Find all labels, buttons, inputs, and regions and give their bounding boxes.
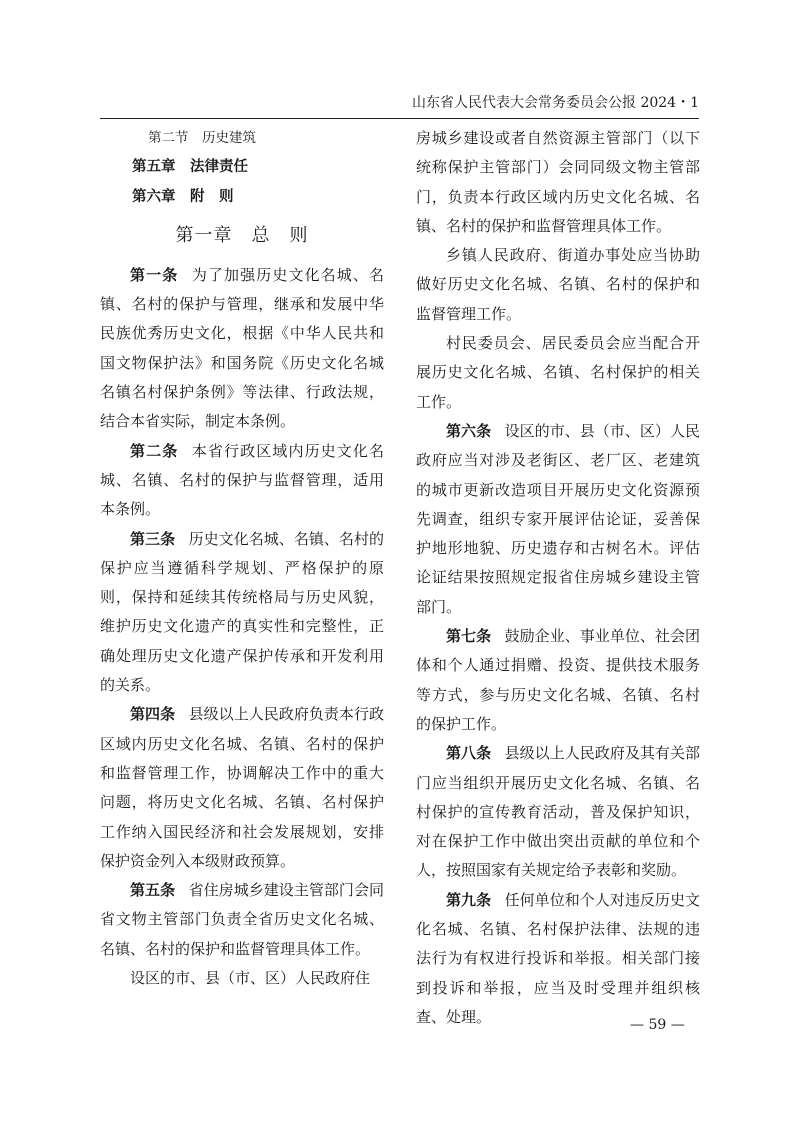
- article-paragraph: [416, 622, 700, 739]
- article-number: 第三条: [130, 529, 176, 548]
- article-text: 设区的市、县（市、区）人民政府应当对涉及老街区、老厂区、老建筑的城市更新改造项目开展历史文化资源预先调查，组织专家开展评估论证，妥善保护地形地貌、历史遗存和古树名木。评估论证结果按照规定报省住房城乡建设主管部门。: [416, 421, 700, 616]
- article-text: 村民委员会、居民委员会应当配合开展历史文化名城、名镇、名村保护的相关工作。: [416, 334, 700, 411]
- article-paragraph: [416, 886, 700, 1032]
- article-number: 第一条: [130, 265, 179, 284]
- article-number: 第六条: [446, 421, 492, 440]
- article-paragraph: [100, 700, 384, 876]
- toc-section-2: 第二节 历史建筑: [148, 130, 256, 146]
- right-column: [416, 124, 700, 1032]
- article-number: 第七条: [446, 627, 492, 646]
- publication-title: 山东省人民代表大会常务委员会公报 2024・1: [412, 95, 699, 111]
- article-text: 设区的市、县（市、区）人民政府住: [130, 969, 371, 988]
- article-number: 第九条: [446, 890, 492, 909]
- page-header: [100, 92, 699, 119]
- article-paragraph-continued: [416, 124, 700, 241]
- toc-chapter-6: 第六章 附 则: [132, 188, 234, 205]
- article-text: 县级以上人民政府负责本行政区域内历史文化名城、名镇、名村的保护和监督管理工作，协调解决工作中的重大问题，将历史文化名城、名镇、名村保护工作纳入国民经济和社会发展规划，安排保护资金列入本级财政预算。: [100, 705, 384, 870]
- article-text: 历史文化名城、名镇、名村的保护应当遵循科学规划、严格保护的原则，保持和延续其传统格局与历史风貌，维护历史文化遗产的真实性和完整性，正确处理历史文化遗产保护传承和开发利用的关系。: [100, 529, 384, 695]
- article-text: 乡镇人民政府、街道办事处应当协助做好历史文化名城、名镇、名村的保护和监督管理工作。: [416, 246, 700, 323]
- article-paragraph: [100, 876, 384, 964]
- article-paragraph: [416, 417, 700, 622]
- toc-chapter-5: 第五章 法律责任: [132, 159, 248, 176]
- article-text: 任何单位和个人对违反历史文化名城、名镇、名村保护法律、法规的违法行为有权进行投诉和举报。相关部门接到投诉和举报，应当及时受理并组织核查、处理。: [416, 890, 700, 1026]
- article-number: 第二条: [130, 441, 179, 460]
- article-text: 房城乡建设或者自然资源主管部门（以下统称保护主管部门）会同同级文物主管部门，负责本行政区域内历史文化名城、名镇、名村的保护和监督管理具体工作。: [416, 129, 700, 235]
- article-paragraph: [100, 525, 384, 701]
- article-text: 鼓励企业、事业单位、社会团体和个人通过捐赠、投资、提供技术服务等方式，参与历史文化名城、名镇、名村的保护工作。: [416, 627, 700, 733]
- article-paragraph: [416, 329, 700, 417]
- left-column: [100, 124, 384, 993]
- article-number: 第八条: [446, 744, 492, 763]
- article-paragraph: [416, 241, 700, 329]
- article-paragraph: [100, 964, 384, 993]
- page-number: — 59 —: [630, 1017, 685, 1033]
- article-text: 本省行政区域内历史文化名城、名镇、名村的保护与监督管理，适用本条例。: [100, 441, 384, 519]
- left-articles: [100, 261, 384, 993]
- chapter-title: 第一章 总 则: [175, 224, 309, 246]
- article-paragraph: [100, 261, 384, 437]
- article-paragraph: [416, 739, 700, 885]
- article-paragraph: [100, 437, 384, 525]
- article-number: 第四条: [130, 705, 176, 724]
- article-text: 为了加强历史文化名城、名镇、名村的保护与管理，继承和发展中华民族优秀历史文化，根据《中华人民共和国文物保护法》和国务院《历史文化名城名镇名村保护条例》等法律、行政法规，结合本省实际，制定本条例。: [100, 265, 384, 431]
- article-number: 第五条: [130, 881, 176, 900]
- article-text: 县级以上人民政府及其有关部门应当组织开展历史文化名城、名镇、名村保护的宣传教育活动，普及保护知识，对在保护工作中做出突出贡献的单位和个人，按照国家有关规定给予表彰和奖励。: [416, 744, 700, 880]
- article-text: 省住房城乡建设主管部门会同省文物主管部门负责全省历史文化名城、名镇、名村的保护和监督管理具体工作。: [100, 881, 384, 958]
